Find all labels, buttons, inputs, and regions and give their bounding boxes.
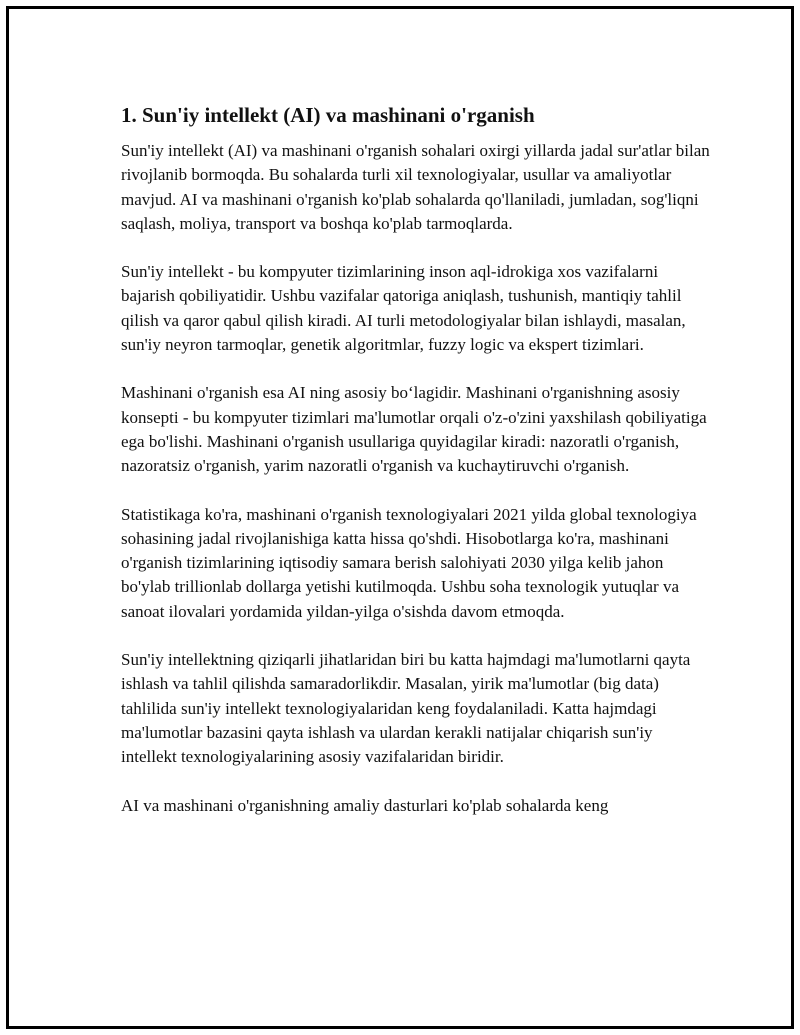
document-body — [121, 103, 711, 842]
paragraph-statistics: Statistikaga ko'ra, mashinani o'rganish texnologiyalari 2021 yilda global texnologiya sohasining jadal rivojlanishiga katta hissa qo'shdi. Hisobotlarga ko'ra, mashinani o'rganish tizimlarining iqtisodiy samara berish salohiyati 2030 yilga kelib jahon bo'ylab trillionlab dollarga yetishi kutilmoqda. Ushbu soha texnologik yutuqlar va sanoat ilovalari yordamida yildan-yilga o'sishda davom etmoqda. — [121, 504, 697, 621]
paragraph-machine-learning: Mashinani o'rganish esa AI ning asosiy bo‘lagidir. Mashinani o'rganishning asosiy konsepti - bu kompyuter tizimlari ma'lumotlar orqali o'z-o'zini yaxshilash qobiliyatiga ega bo'lishi. Mashinani o'rganish usullariga quyidagilar kiradi: nazoratli o'rganish, nazoratsiz o'rganish, yarim nazoratli o'rganish va kuchaytiruvchi o'rganish. — [121, 383, 707, 476]
page-border — [6, 6, 794, 1029]
section-heading: 1. Sun'iy intellekt (AI) va mashinani o'rganish — [121, 103, 535, 127]
paragraph-big-data: Sun'iy intellektning qiziqarli jihatlaridan biri bu katta hajmdagi ma'lumotlarni qayta ishlash va tahlil qilishda samaradorlikdir. Masalan, yirik ma'lumotlar (big data) tahlilida sun'iy intellekt texnologiyalaridan keng foydalaniladi. Katta hajmdagi ma'lumotlar bazasini qayta ishlash va ulardan kerakli natijalar chiqarish sun'iy intellekt texnologiyalarining asosiy vazifalaridan biridir. — [121, 650, 691, 767]
paragraph-ai-definition: Sun'iy intellekt - bu kompyuter tizimlarining inson aql-idrokiga xos vazifalarni bajarish qobiliyatidir. Ushbu vazifalar qatoriga aniqlash, tushunish, mantiqiy tahlil qilish va qaror qabul qilish kiradi. AI turli metodologiyalar bilan ishlaydi, masalan, sun'iy neyron tarmoqlar, genetik algoritmlar, fuzzy logic va ekspert tizimlari. — [121, 262, 686, 355]
paragraph-intro: Sun'iy intellekt (AI) va mashinani o'rganish sohalari oxirgi yillarda jadal sur'atlar bilan rivojlanib bormoqda. Bu sohalarda turli xil texnologiyalar, usullar va amaliyotlar mavjud. AI va mashinani o'rganish ko'plab sohalarda qo'llaniladi, jumladan, sog'liqni saqlash, moliya, transport va boshqa ko'plab tarmoqlarda. — [121, 141, 710, 233]
paragraph-applications: AI va mashinani o'rganishning amaliy dasturlari ko'plab sohalarda keng — [121, 795, 609, 815]
